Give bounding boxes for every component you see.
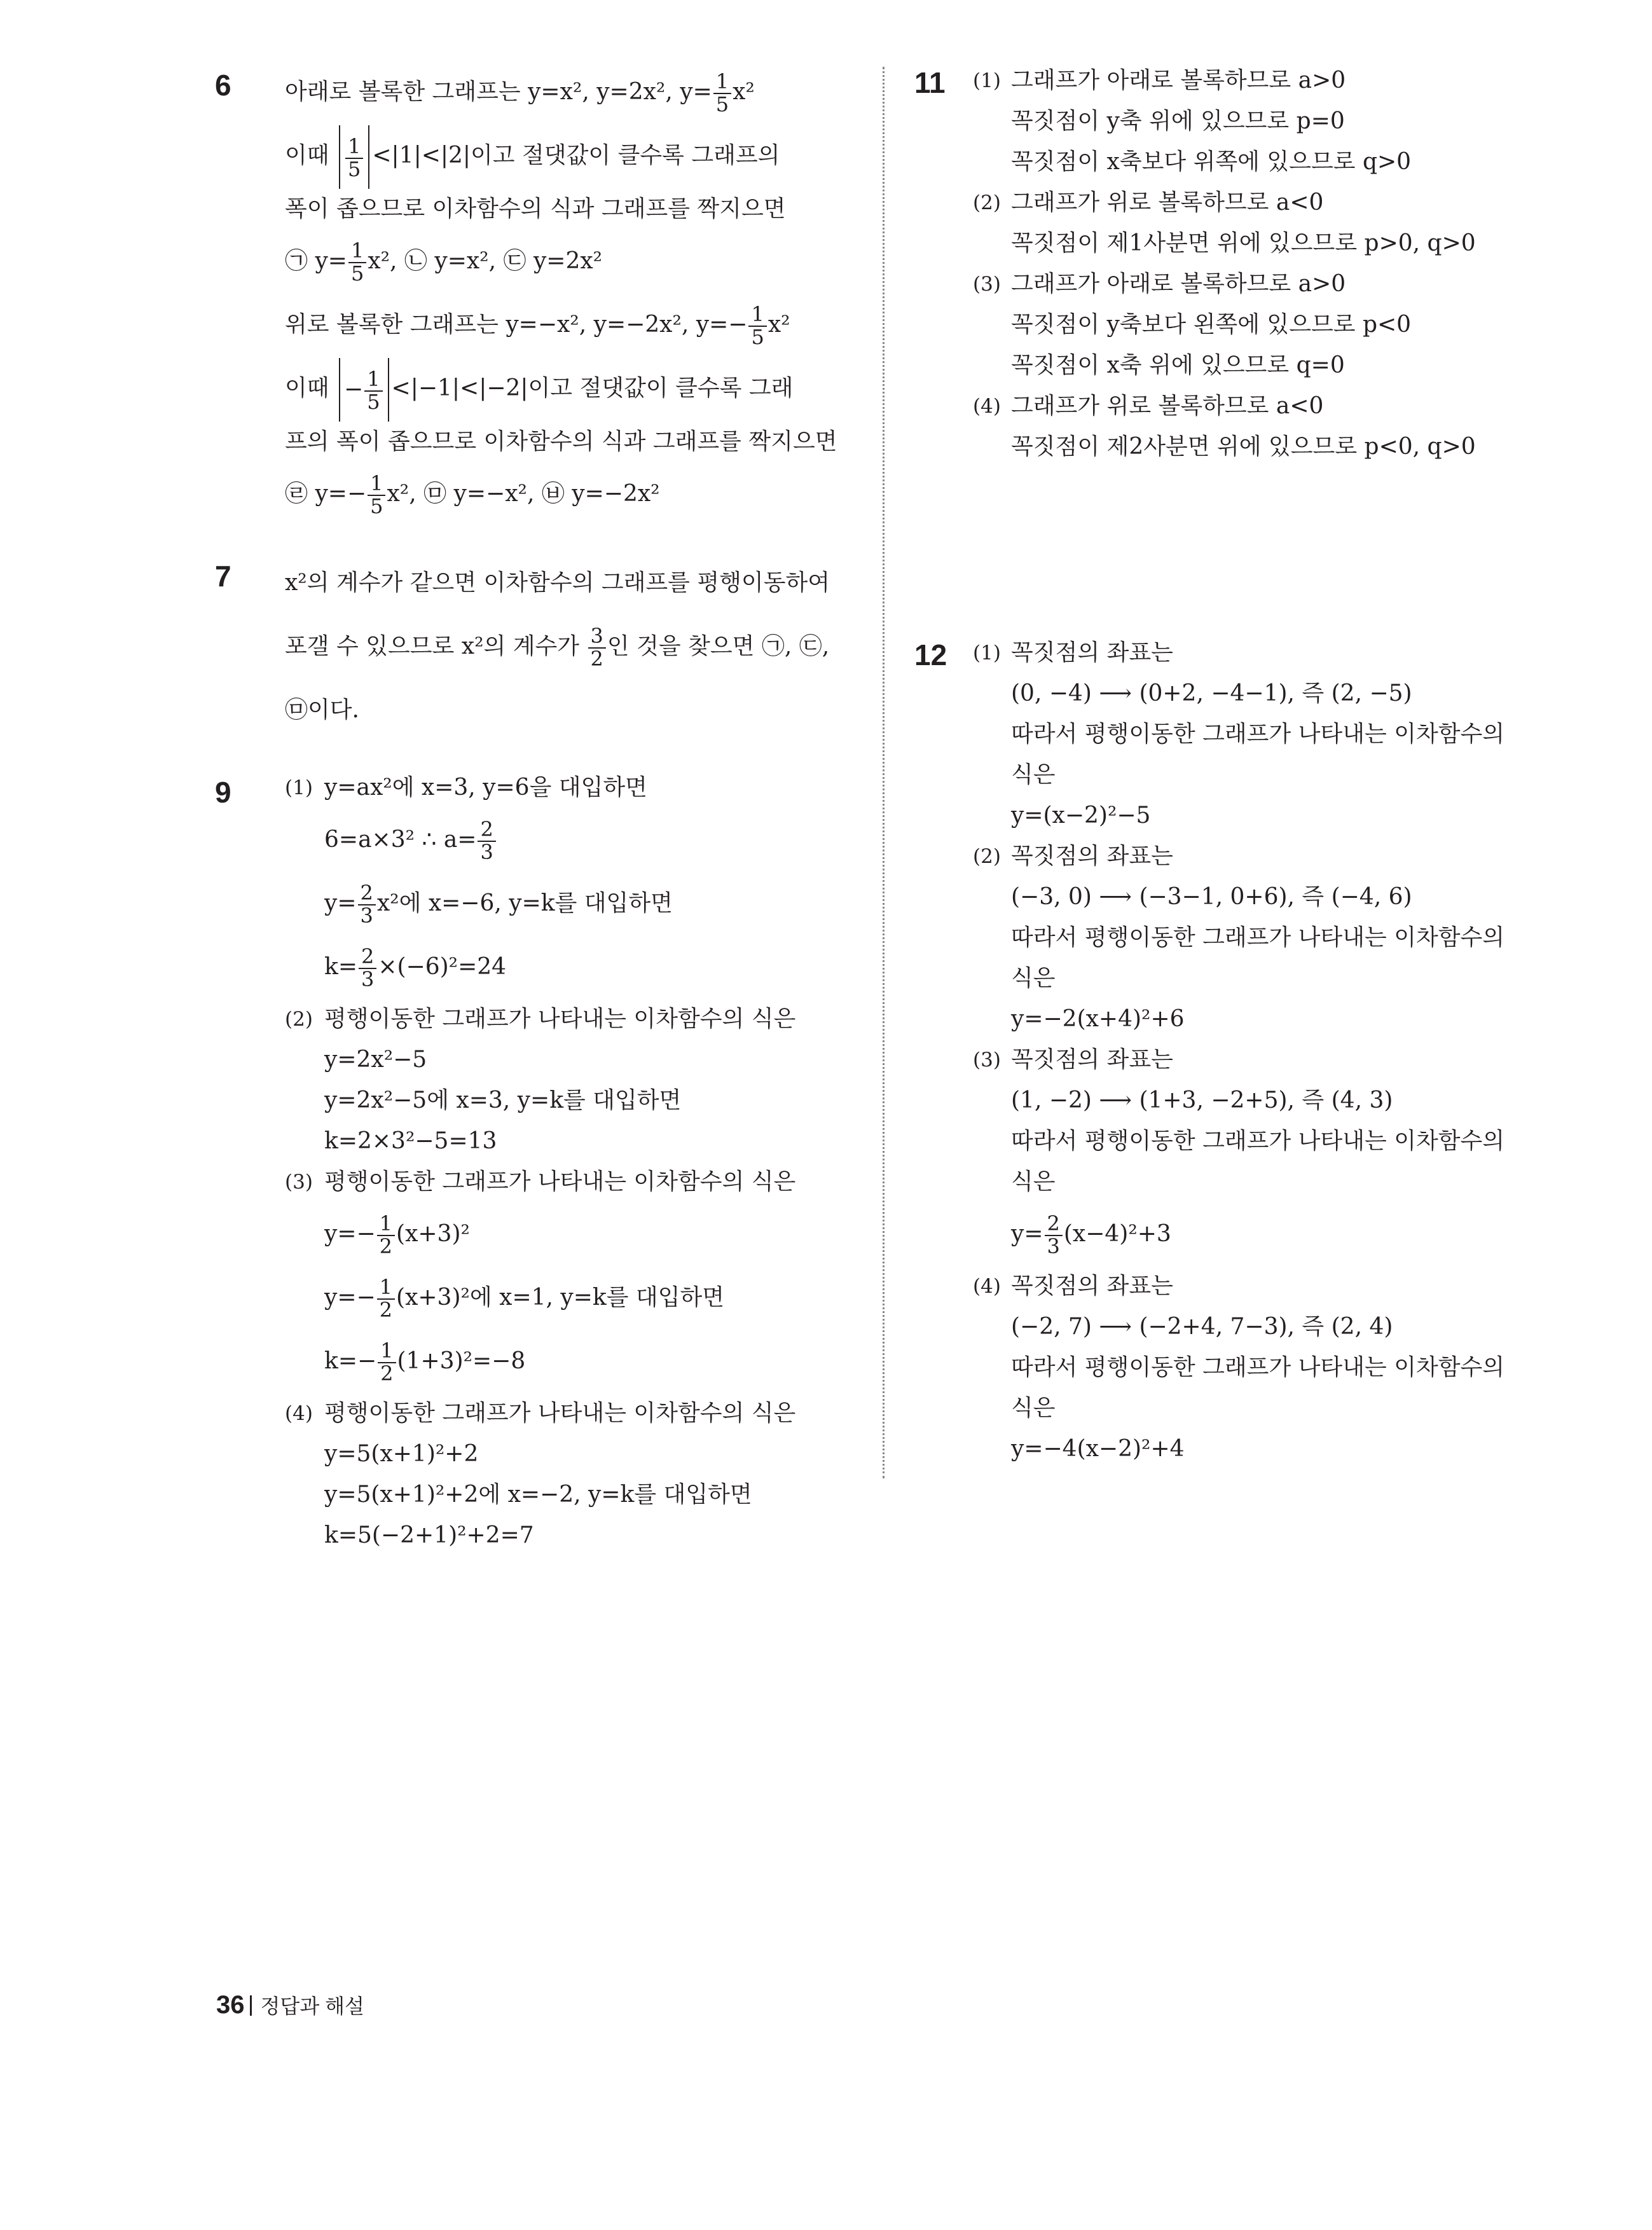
solution-line: 식은 <box>1011 1395 1056 1421</box>
sub-marker: (1) <box>973 69 1001 92</box>
solution-line: y=5(x+1)²+2에 x=−2, y=k를 대입하면 <box>324 1482 752 1508</box>
fraction: $\frac{1}{5}$ <box>713 71 731 115</box>
solution-line: x²의 계수가 같으면 이차함수의 그래프를 평행이동하여 <box>285 570 830 596</box>
solution-line: y=2x²−5에 x=3, y=k를 대입하면 <box>324 1087 682 1113</box>
fraction: $\frac{2}{3}$ <box>359 946 376 990</box>
solution-line: 그래프가 위로 볼록하므로 a<0 <box>1011 393 1324 419</box>
problem-11 <box>916 60 1558 633</box>
solution-line: (−2, 7) ⟶ (−2+4, 7−3), 즉 (2, 4) <box>1011 1314 1393 1340</box>
solution-line: y=ax²에 x=3, y=6을 대입하면 <box>324 774 647 801</box>
sub-marker: (1) <box>285 776 313 799</box>
problem-6 <box>216 60 865 526</box>
solution-line: 꼭짓점이 y축보다 왼쪽에 있으므로 p<0 <box>1011 312 1412 338</box>
solution-line: 식은 <box>1011 762 1056 788</box>
sub-answer-1 <box>973 60 1558 182</box>
solution-line: 따라서 평행이동한 그래프가 나타내는 이차함수의 <box>1011 721 1505 747</box>
solution-line: y=(x−2)²−5 <box>1011 802 1151 829</box>
sub-answer-4 <box>973 1266 1558 1469</box>
absolute-value: − $\frac{1}{5}$ <box>339 358 389 422</box>
sub-answer-2 <box>973 836 1558 1040</box>
sub-answer-4 <box>285 1393 865 1556</box>
solution-line: 6=a×3² ∴ a= $\frac{2}{3}$ <box>324 808 865 872</box>
sub-answer-1 <box>973 633 1558 836</box>
solution-line: 평행이동한 그래프가 나타내는 이차함수의 식은 <box>324 1400 796 1426</box>
sub-marker: (4) <box>285 1402 313 1425</box>
fraction: $\frac{2}{3}$ <box>358 883 376 926</box>
sub-answer-3 <box>973 1040 1558 1266</box>
solution-line: 따라서 평행이동한 그래프가 나타내는 이차함수의 <box>1011 925 1505 951</box>
solution-line: k= $\frac{2}{3}$ ×(−6)²=24 <box>324 944 507 991</box>
sub-marker: (2) <box>973 191 1001 214</box>
fraction: $\frac{1}{2}$ <box>377 1277 395 1321</box>
sub-marker: (2) <box>285 1008 313 1031</box>
sub-marker: (1) <box>973 642 1001 664</box>
sub-marker: (2) <box>973 845 1001 868</box>
solution-line: y=− $\frac{1}{2}$ (x+3)²에 x=1, y=k를 대입하면 <box>324 1275 725 1322</box>
fraction: $\frac{1}{5}$ <box>348 240 366 284</box>
fraction: $\frac{1}{5}$ <box>368 473 385 517</box>
solution-line: 따라서 평행이동한 그래프가 나타내는 이차함수의 <box>1011 1128 1505 1154</box>
solution-line: y=2x²−5 <box>324 1047 427 1073</box>
solution-line: 평행이동한 그래프가 나타내는 이차함수의 식은 <box>324 1006 796 1032</box>
page-number: 36 <box>216 1991 245 2019</box>
solution-line: 꼭짓점이 x축보다 위쪽에 있으므로 q>0 <box>1011 149 1412 175</box>
solution-line: 꼭짓점의 좌표는 <box>1011 640 1173 666</box>
problem-number: 7 <box>215 560 231 593</box>
sub-marker: (4) <box>973 1275 1001 1298</box>
solution-line: y=5(x+1)²+2 <box>324 1441 479 1467</box>
fraction: $\frac{1}{2}$ <box>378 1340 396 1384</box>
problem-12 <box>916 633 1558 1469</box>
solution-line: 아래로 볼록한 그래프는 y=x², y=2x², y= $\frac{1}{5}$ x² <box>285 69 755 116</box>
fraction: $\frac{1}{2}$ <box>377 1213 395 1257</box>
solution-line: 꼭짓점이 제2사분면 위에 있으므로 p<0, q>0 <box>1011 434 1476 460</box>
solution-line: 식은 <box>1011 1169 1056 1195</box>
solution-line: 꼭짓점이 y축 위에 있으므로 p=0 <box>1011 108 1345 134</box>
footer-divider <box>250 1995 252 2016</box>
solution-line: 폭이 좁으므로 이차함수의 식과 그래프를 짝지으면 <box>285 196 786 222</box>
section-title: 정답과 해설 <box>260 1995 364 2018</box>
right-column <box>916 60 1558 1495</box>
solution-line: k=2×3²−5=13 <box>324 1128 497 1154</box>
problem-number: 12 <box>914 638 947 671</box>
fraction: $\frac{1}{5}$ <box>364 369 382 413</box>
problem-body <box>973 60 1558 467</box>
sub-marker: (3) <box>973 273 1001 296</box>
absolute-value <box>339 125 369 189</box>
page-footer <box>216 1990 364 2020</box>
sub-answer-3 <box>285 1162 865 1393</box>
solution-line: 평행이동한 그래프가 나타내는 이차함수의 식은 <box>324 1169 796 1195</box>
solution-line: 이때 − $\frac{1}{5}$ <|−1|<|−2|이고 절댓값이 클수록 그래 <box>285 357 865 422</box>
problem-body <box>285 767 865 1556</box>
solution-line: y= $\frac{2}{3}$ x²에 x=−6, y=k를 대입하면 <box>324 881 673 928</box>
solution-line: (−3, 0) ⟶ (−3−1, 0+6), 즉 (−4, 6) <box>1011 884 1412 910</box>
fraction: $\frac{1}{5}$ <box>748 304 766 348</box>
left-column <box>216 60 865 1581</box>
solution-line: 그래프가 아래로 볼록하므로 a>0 <box>1011 67 1346 93</box>
problem-body <box>973 633 1558 1469</box>
solution-line: y=− $\frac{1}{2}$ (x+3)² <box>324 1211 470 1258</box>
solution-line: 포갤 수 있으므로 x²의 계수가 $\frac{3}{2}$ 인 것을 찾으면 ㉠, ㉢, <box>285 624 830 671</box>
sub-answer-2 <box>285 999 865 1162</box>
problem-number: 11 <box>914 66 946 99</box>
column-divider <box>883 67 885 1478</box>
solution-line: 꼭짓점의 좌표는 <box>1011 1273 1173 1299</box>
solution-line: (1, −2) ⟶ (1+3, −2+5), 즉 (4, 3) <box>1011 1087 1393 1113</box>
problem-7 <box>216 551 865 742</box>
sub-marker: (3) <box>973 1049 1001 1071</box>
solution-line: 식은 <box>1011 965 1056 991</box>
sub-answer-3 <box>973 264 1558 386</box>
solution-line: 프의 폭이 좁으므로 이차함수의 식과 그래프를 짝지으면 <box>285 429 837 455</box>
fraction: $\frac{2}{3}$ <box>478 819 495 863</box>
solution-line: 그래프가 아래로 볼록하므로 a>0 <box>1011 271 1346 297</box>
sub-answer-2 <box>973 182 1558 264</box>
solution-line: 꼭짓점이 x축 위에 있으므로 q=0 <box>1011 352 1345 378</box>
solution-line: y=−2(x+4)²+6 <box>1011 1006 1185 1032</box>
solution-line: 꼭짓점의 좌표는 <box>1011 1047 1173 1073</box>
problem-9 <box>216 767 865 1556</box>
solution-line: 이때 $\frac{1}{5}$ <|1|<|2|이고 절댓값이 클수록 그래프의 <box>285 124 865 189</box>
fraction: $\frac{3}{2}$ <box>588 626 606 670</box>
solution-line: k=− $\frac{1}{2}$ (1+3)²=−8 <box>324 1339 526 1386</box>
sub-answer-1 <box>285 767 865 999</box>
solution-line: y= $\frac{2}{3}$ (x−4)²+3 <box>1011 1211 1171 1258</box>
solution-line: (0, −4) ⟶ (0+2, −4−1), 즉 (2, −5) <box>1011 680 1412 706</box>
sub-marker: (4) <box>973 395 1001 418</box>
solution-line: y=−4(x−2)²+4 <box>1011 1436 1185 1462</box>
problem-body <box>285 60 865 526</box>
solution-line: 따라서 평행이동한 그래프가 나타내는 이차함수의 <box>1011 1354 1505 1380</box>
fraction: $\frac{2}{3}$ <box>1045 1213 1063 1257</box>
problem-number: 9 <box>215 776 231 809</box>
solution-line: 꼭짓점의 좌표는 <box>1011 843 1173 869</box>
sub-marker: (3) <box>285 1171 313 1194</box>
solution-line: ㉠ y= $\frac{1}{5}$ x², ㉡ y=x², ㉢ y=2x² <box>285 238 603 286</box>
solution-line: ㉣ y=− $\frac{1}{5}$ x², ㉤ y=−x², ㉥ y=−2x² <box>285 471 660 518</box>
solution-line: 꼭짓점이 제1사분면 위에 있으므로 p>0, q>0 <box>1011 230 1476 256</box>
fraction: $\frac{1}{5}$ <box>345 136 363 180</box>
sub-answer-4 <box>973 386 1558 467</box>
solution-line: 위로 볼록한 그래프는 y=−x², y=−2x², y=− $\frac{1}{5}$ x² <box>285 302 790 349</box>
solution-line: ㉤이다. <box>285 697 359 723</box>
solution-line: 그래프가 위로 볼록하므로 a<0 <box>1011 189 1324 216</box>
problem-body <box>285 551 865 742</box>
solution-line: k=5(−2+1)²+2=7 <box>324 1522 534 1548</box>
problem-number: 6 <box>215 69 231 102</box>
